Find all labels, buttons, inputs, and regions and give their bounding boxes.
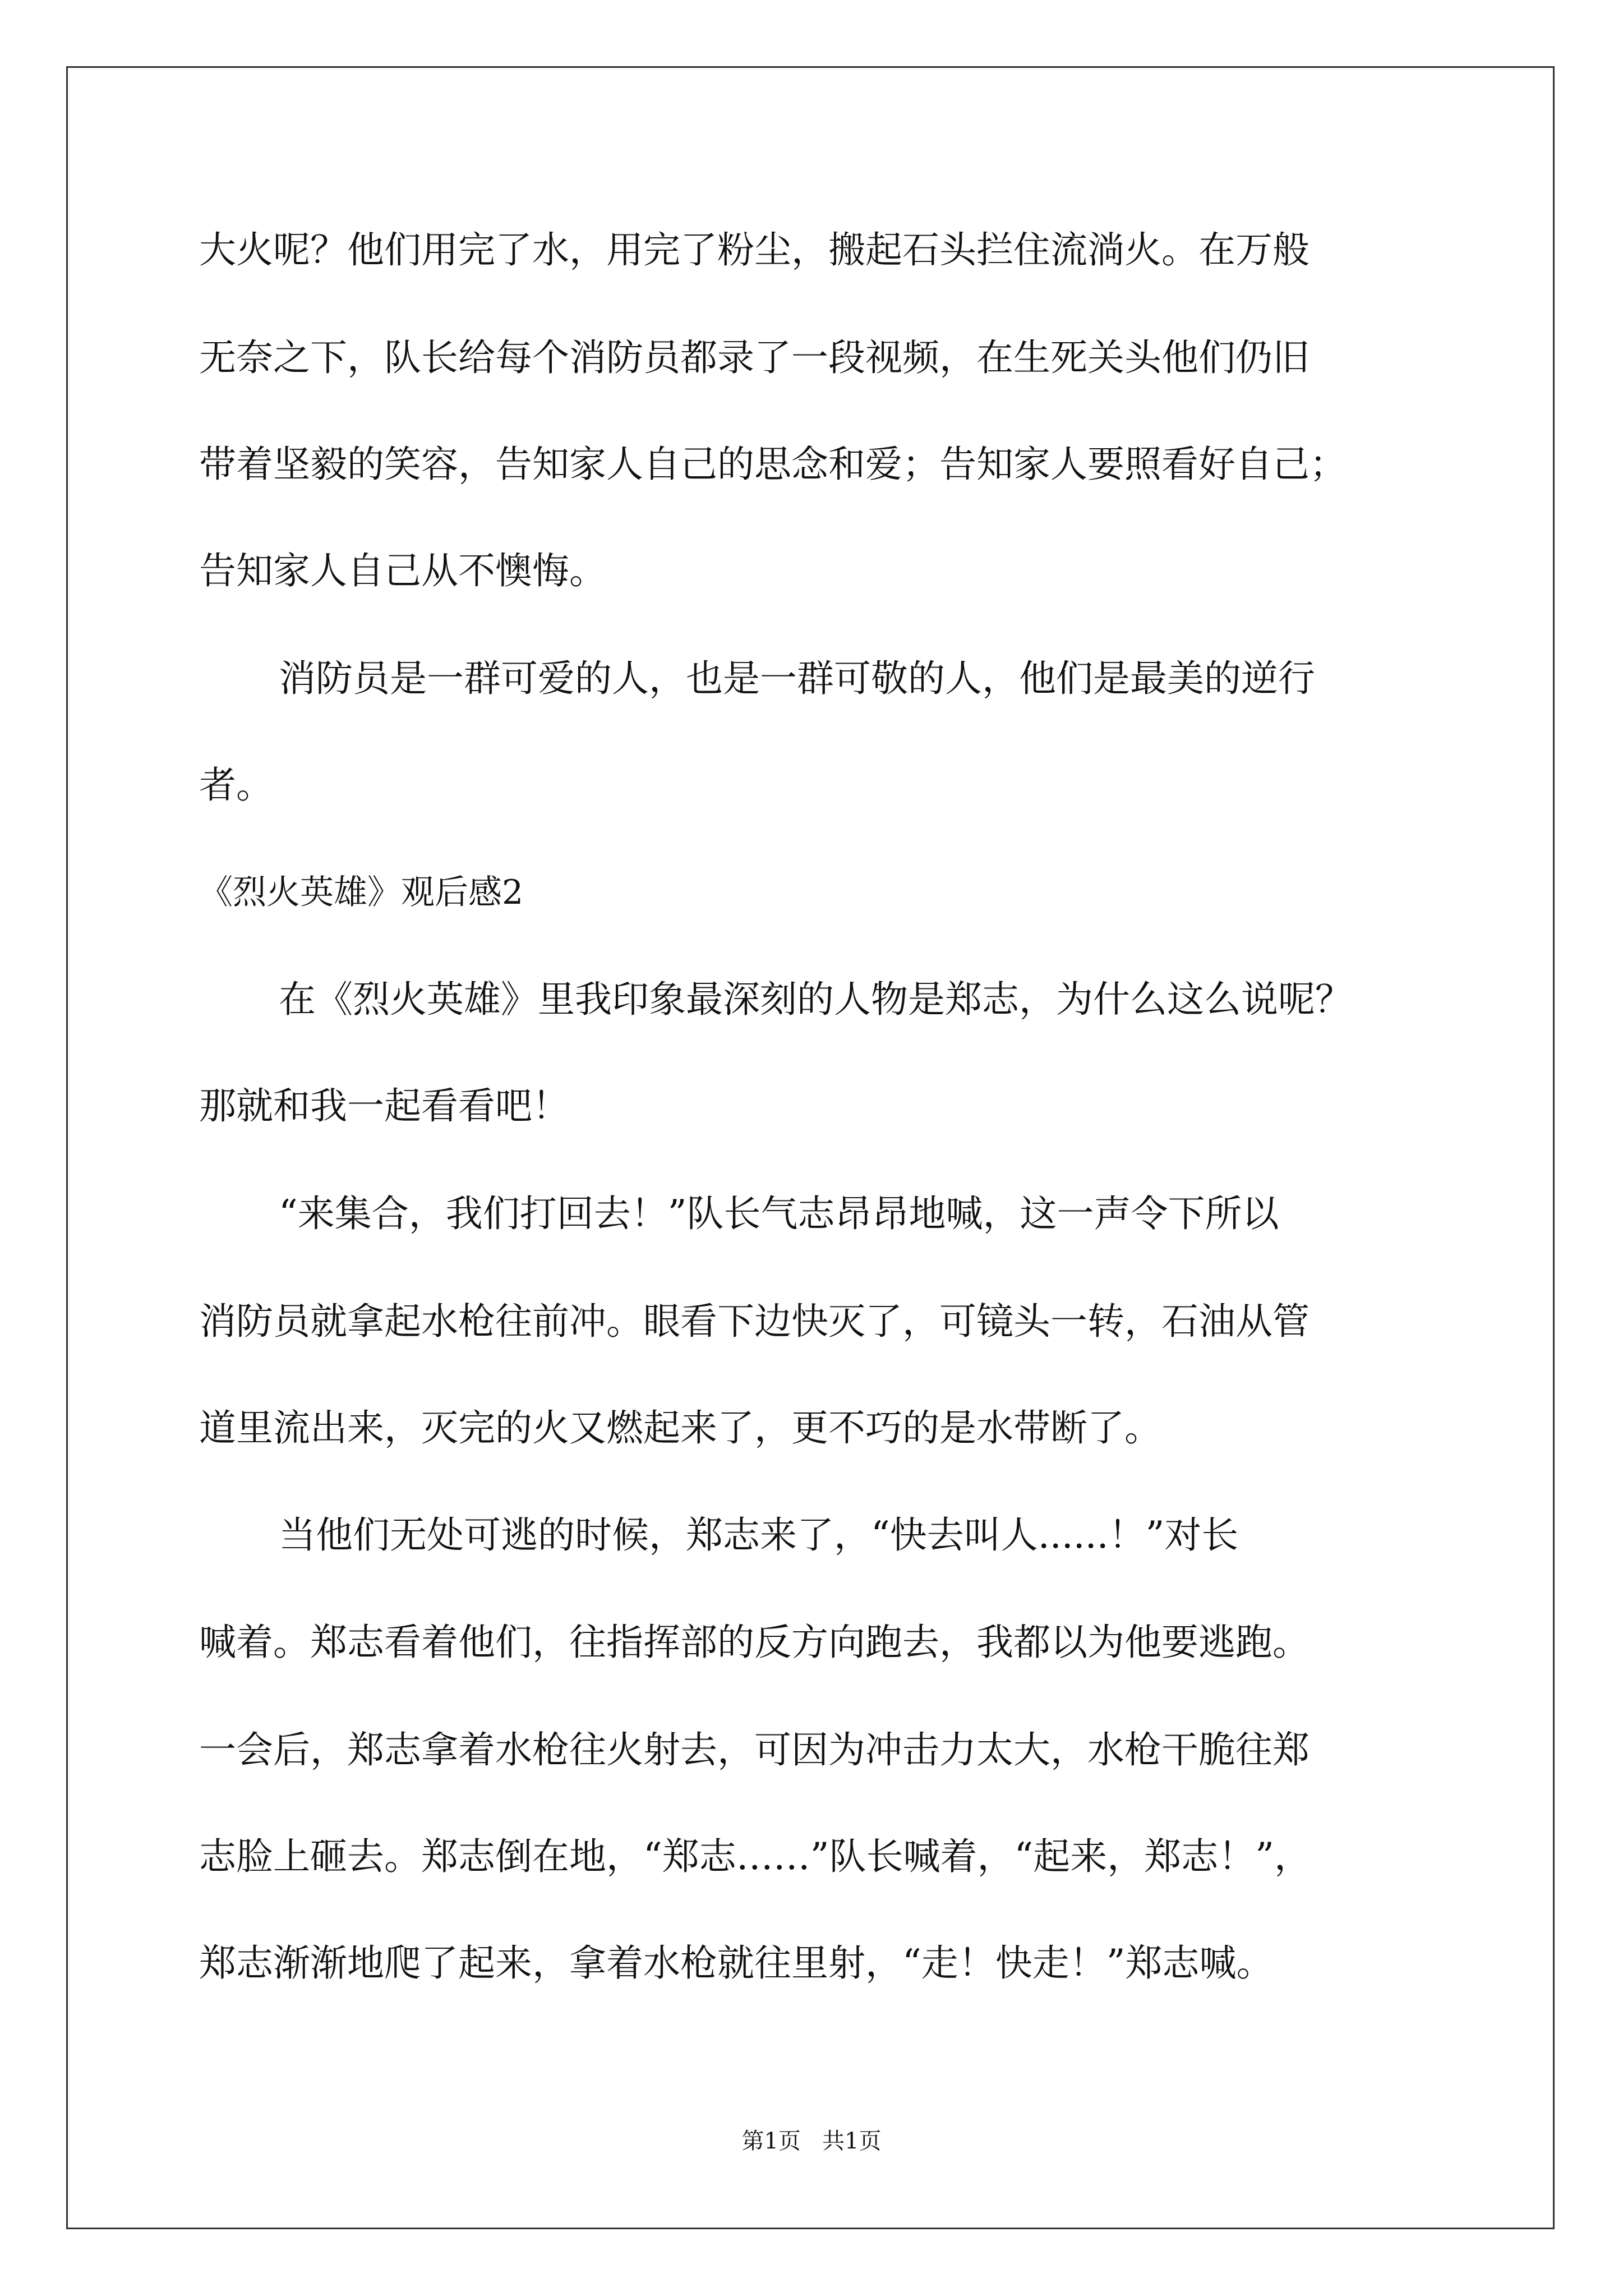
section-heading: 《烈火英雄》观后感2	[199, 873, 524, 912]
paragraph-line: 当他们无处可逃的时候，郑志来了，“快去叫人......！”对长	[279, 1513, 1239, 1557]
page-footer: 第1页 共1页	[741, 2128, 882, 2154]
page-border	[66, 66, 1555, 2229]
paragraph-line: 消防员是一群可爱的人，也是一群可敬的人，他们是最美的逆行	[279, 657, 1315, 700]
paragraph-line: 喊着。郑志看着他们，往指挥部的反方向跑去，我都以为他要逃跑。	[199, 1621, 1310, 1664]
paragraph-line: 大火呢？他们用完了水，用完了粉尘，搬起石头拦住流淌火。在万般	[199, 228, 1310, 272]
paragraph-line: 一会后，郑志拿着水枪往火射去，可因为冲击力太大，水枪干脆往郑	[199, 1728, 1310, 1772]
paragraph-line: 无奈之下，队长给每个消防员都录了一段视频，在生死关头他们仍旧	[199, 336, 1310, 379]
paragraph-line: 消防员就拿起水枪往前冲。眼看下边快灭了，可镜头一转，石油从管	[199, 1300, 1310, 1343]
paragraph-line: 在《烈火英雄》里我印象最深刻的人物是郑志，为什么这么说呢？	[279, 978, 1352, 1021]
paragraph-line: 道里流出来，灭完的火又燃起来了，更不巧的是水带断了。	[199, 1406, 1161, 1450]
paragraph-line: 郑志渐渐地爬了起来，拿着水枪就往里射，“走！快走！”郑志喊。	[199, 1941, 1274, 1985]
paragraph-line: 告知家人自己从不懊悔。	[199, 549, 606, 592]
paragraph-line: 者。	[199, 763, 273, 807]
paragraph-line: “来集合，我们打回去！”队长气志昂昂地喊，这一声令下所以	[279, 1192, 1279, 1235]
paragraph-line: 志脸上砸去。郑志倒在地，“郑志……”队长喊着，“起来，郑志！”，	[199, 1835, 1311, 1878]
paragraph-line: 那就和我一起看看吧！	[199, 1084, 569, 1128]
paragraph-line: 带着坚毅的笑容，告知家人自己的思念和爱；告知家人要照看好自己；	[199, 443, 1347, 486]
